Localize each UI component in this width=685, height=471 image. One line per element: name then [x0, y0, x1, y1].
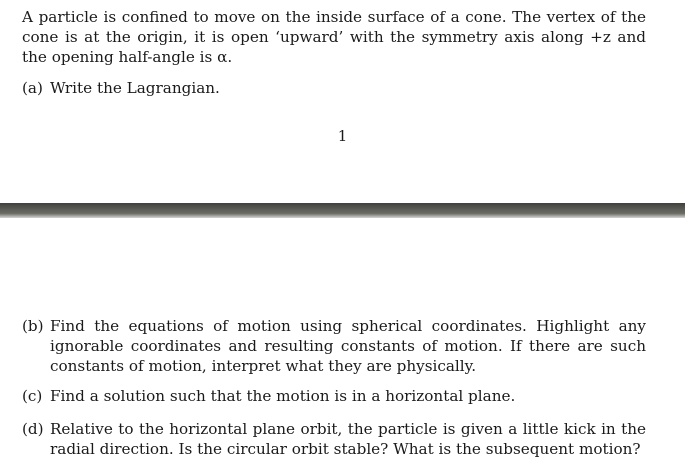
part-a-text: Write the Lagrangian.	[50, 79, 220, 97]
document-page-2	[0, 218, 685, 471]
part-c-text: Find a solution such that the motion is in a horizontal plane.	[50, 387, 516, 405]
part-d-text: Relative to the horizontal plane orbit, the particle is given a little kick in the radial direction. Is the circular orbit stable? What is the subsequent motion?	[50, 420, 646, 458]
part-b-text: Find the equations of motion using spherical coordinates. Highlight any ignorable coordinates and resulting constants of motion. If there are such constants of motion, interpret what they are physically.	[50, 317, 646, 375]
problem-part-b	[22, 316, 646, 376]
page-break-divider	[0, 203, 685, 218]
page-number: 1	[337, 127, 348, 145]
problem-intro-paragraph: A particle is confined to move on the inside surface of a cone. The vertex of the cone is at the origin, it is open ‘upward’ with the symmetry axis along +z and the opening half-angle is α.	[22, 8, 646, 66]
problem-part-c	[22, 386, 646, 406]
part-b-label: (b)	[22, 317, 44, 335]
part-a-label: (a)	[22, 79, 43, 97]
problem-part-a	[22, 78, 646, 98]
part-c-label: (c)	[22, 387, 43, 405]
document-page-1	[0, 0, 685, 203]
problem-part-d	[22, 419, 646, 459]
part-d-label: (d)	[22, 420, 44, 438]
